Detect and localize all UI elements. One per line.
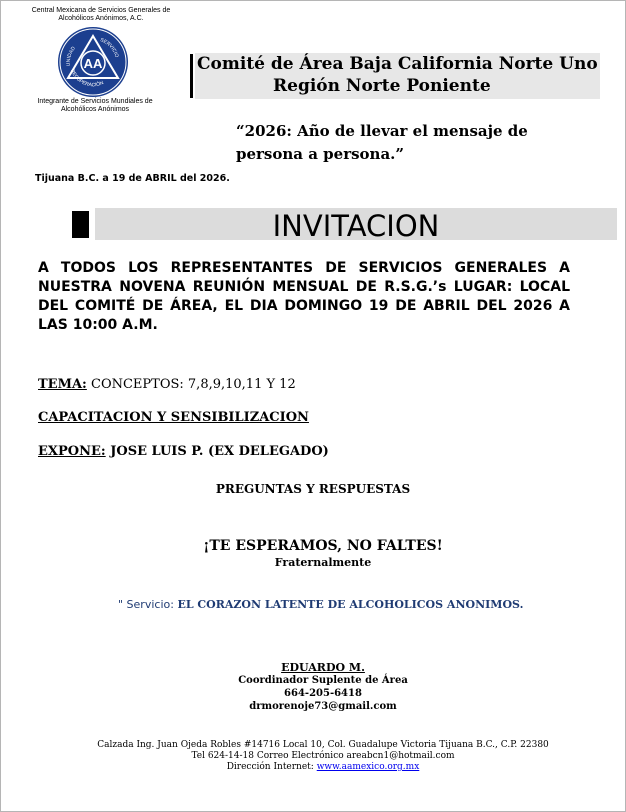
logo-text-right: SERVICIO — [99, 37, 120, 59]
expone-label: EXPONE: — [38, 444, 106, 459]
signature-block — [0, 661, 626, 713]
aa-logo — [56, 26, 130, 98]
signer-role: Coordinador Suplente de Área — [238, 675, 408, 686]
servicio-label: " Servicio: — [118, 598, 174, 611]
logo-text-left: UNIDAD — [65, 45, 77, 67]
esperamos-line: ¡TE ESPERAMOS, NO FALTES! — [203, 538, 443, 554]
tema-line — [38, 377, 296, 392]
preguntas-line: PREGUNTAS Y RESPUESTAS — [215, 482, 411, 496]
org-name-bottom: Integrante de Servicios Mundiales de Alcohólicos Anónimos — [37, 98, 153, 113]
invitation-body: A TODOS LOS REPRESENTANTES DE SERVICIOS GENERALES A NUESTRA NOVENA REUNIÓN MENSUAL DE R.S.G.’s LUGAR: LOCAL DEL COMITÉ DE ÁREA, EL DIA DOMINGO 19 DE ABRIL DEL 2026 A LAS 10:00 A.M. — [38, 260, 570, 333]
website-link[interactable]: www.aamexico.org.mx — [316, 762, 420, 772]
page-title: INVITACION — [272, 209, 440, 243]
footer-address: Calzada Ing. Juan Ojeda Robles #14716 Local 10, Col. Guadalupe Victoria Tijuana B.C., C.P. 22380 — [97, 740, 549, 750]
signer-name: EDUARDO M. — [281, 661, 365, 674]
year-motto: “2026: Año de llevar el mensaje de persona a persona.” — [236, 122, 528, 163]
date-line: Tijuana B.C. a 19 de ABRIL del 2026. — [35, 173, 230, 184]
title-marker — [72, 211, 89, 238]
fraternalmente-line: Fraternalmente — [274, 556, 372, 569]
expone-line — [38, 444, 329, 459]
signer-phone: 664-205-6418 — [284, 688, 362, 699]
logo-text-bottom: RECUPERACIÓN — [69, 68, 105, 89]
org-name-top: Central Mexicana de Servicios Generales de Alcohólicos Anónimos, A.C. — [31, 7, 171, 22]
capacitacion-line: CAPACITACION Y SENSIBILIZACION — [38, 410, 309, 425]
expone-value: JOSE LUIS P. (EX DELEGADO) — [110, 444, 329, 459]
tema-value: CONCEPTOS: 7,8,9,10,11 Y 12 — [91, 377, 296, 392]
committee-title-line2: Región Norte Poniente — [273, 76, 491, 96]
servicio-line — [118, 598, 523, 611]
footer — [0, 740, 626, 773]
footer-contact: Tel 624-14-18 Correo Electrónico areabcn1@hotmail.com — [191, 751, 455, 761]
servicio-value: EL CORAZON LATENTE DE ALCOHOLICOS ANONIMOS. — [177, 598, 524, 611]
committee-header-bar — [190, 54, 193, 98]
logo-center-text: AA — [83, 56, 103, 71]
footer-web-label: Dirección Internet: — [226, 762, 314, 772]
signer-email: drmorenoje73@gmail.com — [249, 701, 397, 712]
committee-title-line1: Comité de Área Baja California Norte Uno — [197, 54, 598, 74]
footer-web — [0, 762, 626, 773]
tema-label: TEMA: — [38, 377, 87, 392]
